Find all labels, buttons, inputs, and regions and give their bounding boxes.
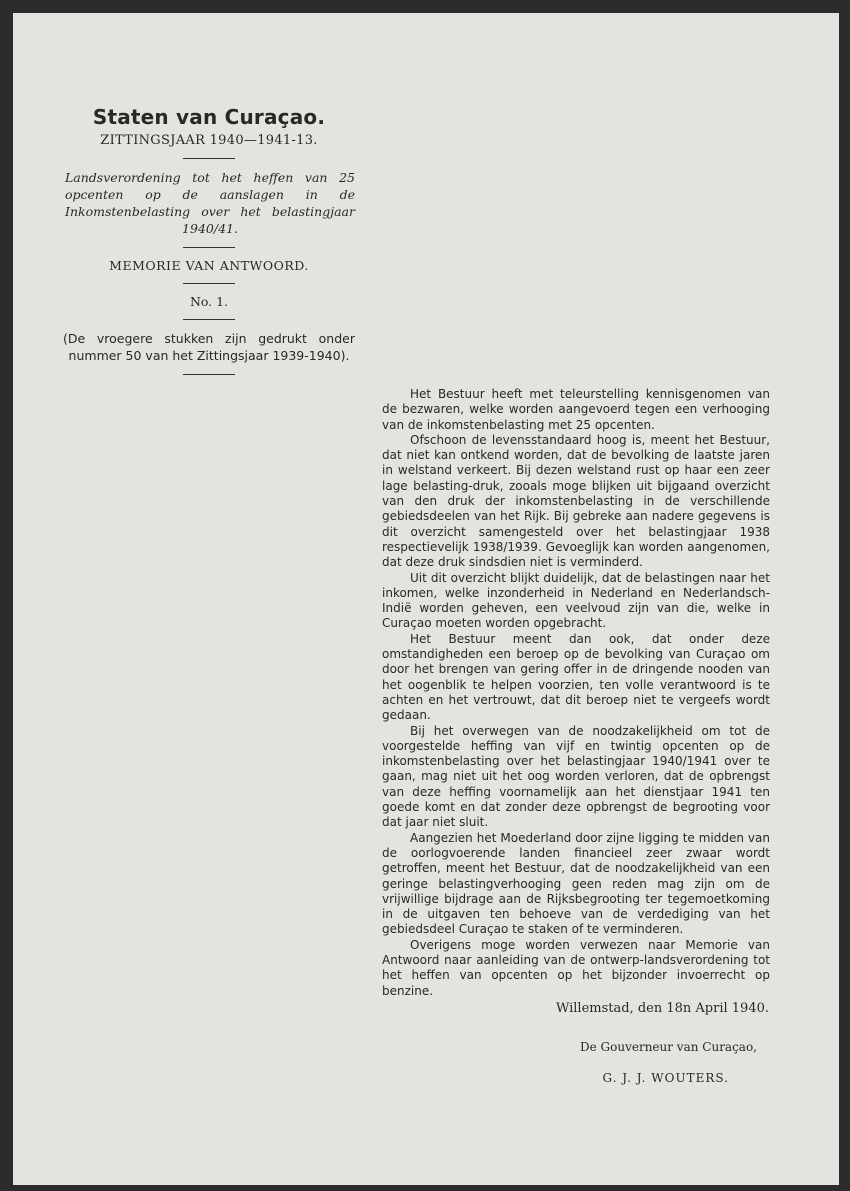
paragraph: Het Bestuur meent dan ook, dat onder deze omstandigheden een beroep op de bevolking van Curaçao om door het brengen van gering offer in de dringende nooden van het oogenblik te helpen voorzien, ten volle verantwoord is te achten en het vertrouwt, dat dit beroep niet te vergeefs wordt gedaan. <box>382 631 770 723</box>
memo-title: MEMORIE VAN ANTWOORD. <box>109 258 309 273</box>
paragraph: Uit dit overzicht blijkt duidelijk, dat de belastingen naar het inkomen, welke inzonderheid in Nederland en Nederlandsch-Indië worden geheven, een veelvoud zijn van die, welke in Curaçao moeten worden opgebracht. <box>382 570 770 631</box>
divider <box>183 158 235 159</box>
paragraph: Aangezien het Moederland door zijne ligging te midden van de oorlogvoerende landen financieel zeer zwaar wordt getroffen, meent het Bestuur, dat de noodzakelijkheid van een geringe belastingverhooging geen reden mag zijn om de vrijwillige bijdrage aan de Rijksbegrooting ter tegemoetkoming in de uitgaven ten behoeve van de verdediging van het gebiedsdeel Curaçao te staken of te verminderen. <box>382 830 770 937</box>
paragraph: Ofschoon de levensstandaard hoog is, meent het Bestuur, dat niet kan ontkend worden, dat de bevolking de laatste jaren in welstand verkeert. Bij dezen welstand rust op haar een zeer lage belasting-druk, zooals moge blijken uit bijgaand overzicht van den druk der inkomstenbelasting in de verschillende gebiedsdeelen van het Rijk. Bij gebreke aan nadere gegevens is dit overzicht samengesteld over het belastingjaar 1938 respectievelijk 1938/1939. Gevoeglijk kan worden aangenomen, dat deze druk sindsdien niet is verminderd. <box>382 432 770 570</box>
body-text <box>382 387 770 999</box>
place-date: Willemstad, den 18n April 1940. <box>555 1001 769 1016</box>
divider <box>183 374 235 375</box>
signatory-name: G. J. J. WOUTERS. <box>602 1071 729 1085</box>
document-page <box>13 13 839 1185</box>
page-title: Staten van Curaçao. <box>92 105 326 129</box>
signatory-role: De Gouverneur van Curaçao, <box>580 1040 757 1054</box>
paragraph: Bij het overwegen van de noodzakelijkheid om tot de voorgestelde heffing van vijf en twintig opcenten op de inkomstenbelasting over het belastingjaar 1940/1941 over te gaan, mag niet uit het oog worden verloren, dat de opbrengst van deze heffing voornamelijk aan het dienstjaar 1941 ten goede komt en dat zonder deze opbrengst de begrooting voor dat jaar niet sluit. <box>382 723 770 830</box>
divider <box>183 247 235 248</box>
document-number: No. 1. <box>189 294 229 309</box>
document-header <box>63 105 355 385</box>
divider <box>183 283 235 284</box>
subject-description: Landsverordening tot het heffen van 25 opcenten op de aanslagen in de Inkomstenbelasting over het belastingjaar 1940/41. <box>65 170 355 236</box>
reference-note: (De vroegere stukken zijn gedrukt onder nummer 50 van het Zittingsjaar 1939-1940). <box>63 331 355 363</box>
divider <box>183 319 235 320</box>
paragraph: Overigens moge worden verwezen naar Memorie van Antwoord naar aanleiding van de ontwerp-landsverordening tot het heffen van opcenten op het bijzonder invoerrecht op benzine. <box>382 937 770 998</box>
session-year: ZITTINGSJAAR 1940—1941-13. <box>100 133 318 148</box>
paragraph: Het Bestuur heeft met teleurstelling kennisgenomen van de bezwaren, welke worden aangevoerd tegen een verhooging van de inkomstenbelasting met 25 opcenten. <box>382 387 770 432</box>
